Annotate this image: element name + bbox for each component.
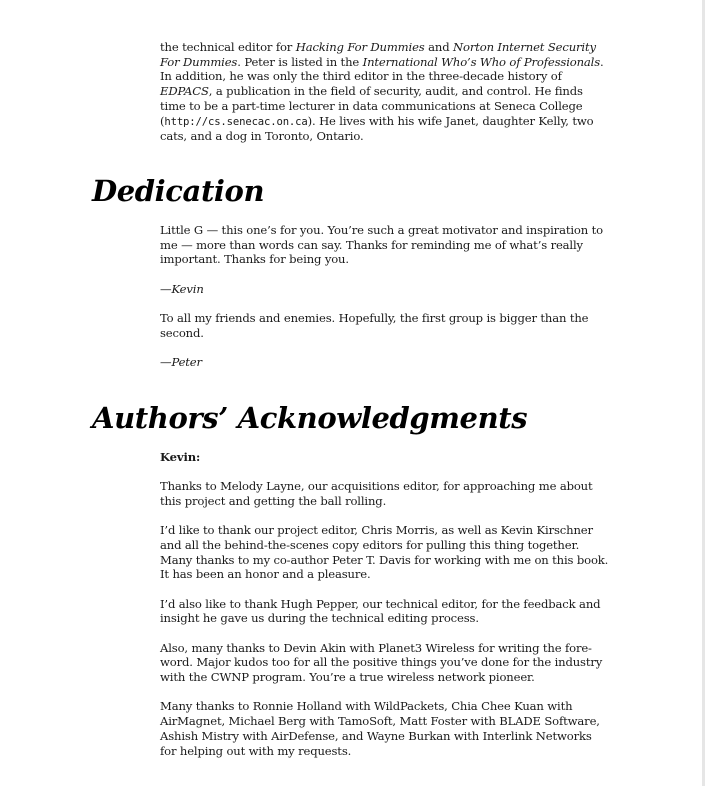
bio-text: . Peter is listed in the <box>237 54 363 69</box>
book-title: Hacking For Dummies <box>295 40 425 54</box>
dedication-heading: Dedication <box>92 174 265 208</box>
bio-text: ). He lives with his wife Janet, daughter Kelly, two cats, and a dog in Toronto, Ontario. <box>160 113 594 144</box>
acknowledgments-section <box>160 450 610 773</box>
kevin-label: Kevin: <box>160 450 201 464</box>
acknowledgment-paragraph: Many thanks to Ronnie Holland with WildPackets, Chia Chee Kuan with AirMagnet, Michael Berg with TamoSoft, Matt Foster with BLADE Software, Ashish Mistry with AirDefense, and Wayne Burkan with Interlink Networks for helping out with my requests. <box>160 699 600 758</box>
acknowledgments-heading: Authors’ Acknowledgments <box>92 401 528 435</box>
acknowledgment-paragraph: I’d also like to thank Hugh Pepper, our technical editor, for the feedback and insight he gave us during the technical editing process. <box>160 596 601 626</box>
bio-text: the technical editor for <box>160 40 296 54</box>
book-title: Norton Internet Security For Dummies <box>160 40 596 69</box>
bio-text: , a publication in the field of security, audit, and control. He finds time to be a part-time lecturer in data communications at Seneca College ( <box>160 84 583 128</box>
signature-kevin: —Kevin <box>160 281 204 296</box>
bio-section <box>160 40 610 159</box>
publication-title: International Who’s Who of Professionals <box>362 54 601 69</box>
acknowledgment-paragraph: Thanks to Melody Layne, our acquisitions editor, for approaching me about this project and getting the ball rolling. <box>160 479 593 508</box>
seneca-url: http://cs.senecac.on.ca <box>164 115 308 128</box>
dedication-section <box>160 223 610 384</box>
acknowledgment-paragraph: I’d like to thank our project editor, Chris Morris, as well as Kevin Kirschner and all the behind-the-scenes copy editors for pulling this thing together. Many thanks to my co-author Peter T. Davis for working with me on this book. It has been an honor and a pleasure. <box>160 523 609 582</box>
publication-title: EDPACS <box>160 84 209 99</box>
bio-text: . In addition, he was only the third editor in the three-decade history of <box>160 54 604 84</box>
dedication-paragraph: To all my friends and enemies. Hopefully, the first group is bigger than the second. <box>160 311 589 340</box>
bio-paragraph <box>160 40 610 144</box>
signature-peter: —Peter <box>160 355 202 369</box>
acknowledgment-paragraph: Also, many thanks to Devin Akin with Planet3 Wireless for writing the fore-word. Major kudos too for all the positive things you’ve done for the industry with the CWNP program. You’re a true wireless network pioneer. <box>160 640 603 685</box>
bio-text: and <box>424 40 454 54</box>
dedication-paragraph: Little G — this one’s for you. You’re such a great motivator and inspiration to me — more than words can say. Thanks for reminding me of what’s really important. Thanks for being you. <box>160 223 603 267</box>
